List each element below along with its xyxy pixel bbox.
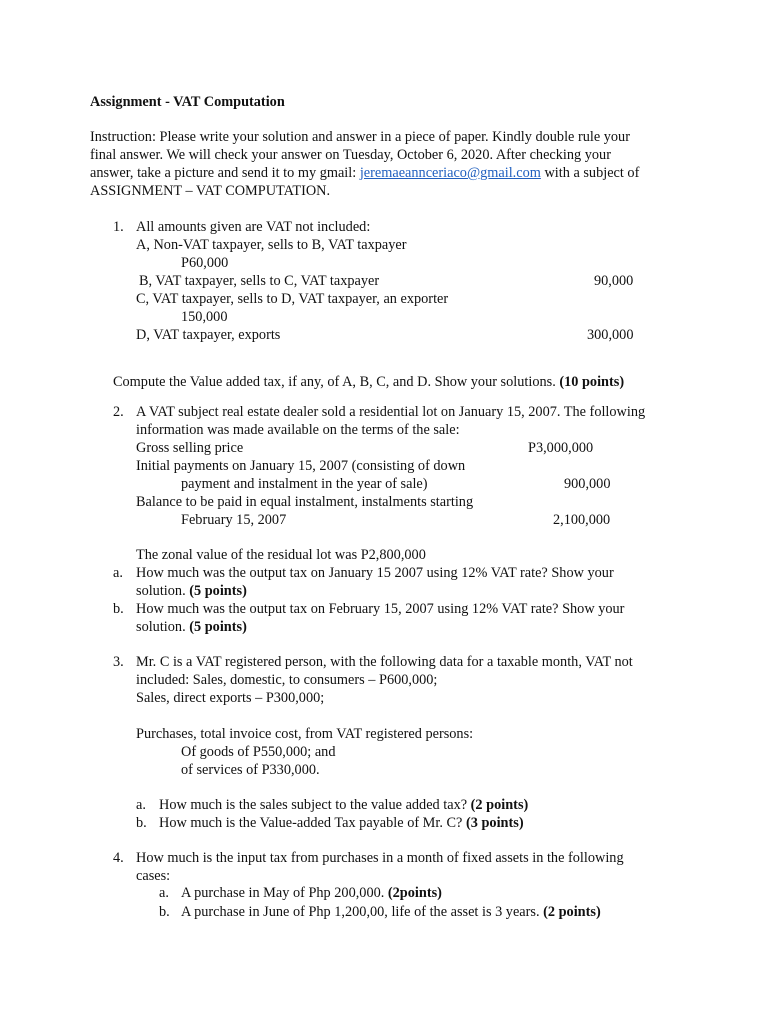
q4-a-text: A purchase in May of Php 200,000. [181,885,388,901]
email-link[interactable]: jeremaeannceriaco@gmail.com [359,165,541,181]
q2-b-line-1: How much was the output tax on February 15, 2007 using 12% VAT rate? Show your [136,601,625,617]
q3-a-letter: a. [136,797,146,813]
q2-bal-amount: 2,100,000 [553,512,611,528]
q2-line-1: A VAT subject real estate dealer sold a residential lot on January 15, 2007. The following [136,404,646,420]
instruction-line-4: ASSIGNMENT – VAT COMPUTATION. [90,183,331,199]
q3-line-1: Mr. C is a VAT registered person, with the following data for a taxable month, VAT not [136,654,633,670]
q1-d-amount: 300,000 [587,327,634,343]
q2-bal-label-1: Balance to be paid in equal instalment, instalments starting [136,494,474,510]
q3-a [159,796,528,814]
q2-ip-label-2: payment and instalment in the year of sale) [181,476,428,492]
q4-a-letter: a. [159,885,169,901]
q3-b-text: How much is the Value-added Tax payable of Mr. C? [159,815,466,831]
q2-gsp-label: Gross selling price [136,440,244,456]
q3-a-points: (2 points) [470,797,529,813]
q4-line-2: cases: [136,868,171,884]
q3-a-text: How much is the sales subject to the value added tax? [159,797,471,813]
q1-c-line: C, VAT taxpayer, sells to D, VAT taxpayer, an exporter [136,291,449,307]
q2-b-line-2-text: solution. [136,619,190,635]
q4-b-text: A purchase in June of Php 1,200,00, life of the asset is 3 years. [181,904,544,920]
q1-points: (10 points) [559,374,625,390]
q1-b-line: B, VAT taxpayer, sells to C, VAT taxpayer [139,273,380,289]
q2-ip-label-1: Initial payments on January 15, 2007 (consisting of down [136,458,466,474]
instruction-line-3-post: with a subject of [540,165,640,181]
q3-line-2: included: Sales, domestic, to consumers – P600,000; [136,672,438,688]
q3-b-points: (3 points) [465,815,524,831]
q2-b-points: (5 points) [189,619,247,635]
q1-intro: All amounts given are VAT not included: [136,219,371,235]
q2-a-points: (5 points) [189,583,247,599]
q1-compute [113,373,624,391]
q3-number: 3. [113,654,124,670]
q4-number: 4. [113,850,124,866]
page-title: Assignment - VAT Computation [90,94,285,110]
q2-ip-amount: 900,000 [564,476,611,492]
q1-b-amount: 90,000 [594,273,634,289]
instruction-line-1: Instruction: Please write your solution and answer in a piece of paper. Kindly double rule your [90,129,630,145]
q4-b-points: (2 points) [543,904,601,920]
instruction-line-3-pre: answer, take a picture and send it to my gmail: [90,165,360,181]
q1-a-amount: P60,000 [181,255,229,271]
q3-line-5: Of goods of P550,000; and [181,744,336,760]
q1-c-amount: 150,000 [181,309,228,325]
q4-a-points: (2points) [387,885,442,901]
q2-a-line-1: How much was the output tax on January 15 2007 using 12% VAT rate? Show your [136,565,614,581]
instruction-line-2: final answer. We will check your answer on Tuesday, October 6, 2020. After checking your [90,147,611,163]
q2-a-line-2-text: solution. [136,583,190,599]
q1-compute-text: Compute the Value added tax, if any, of A, B, C, and D. Show your solutions. [113,374,560,390]
q2-b-letter: b. [113,601,124,617]
q2-zonal: The zonal value of the residual lot was P2,800,000 [136,547,426,563]
q3-line-3: Sales, direct exports – P300,000; [136,690,325,706]
q2-number: 2. [113,404,124,420]
q4-b-letter: b. [159,904,170,920]
q3-line-4: Purchases, total invoice cost, from VAT registered persons: [136,726,474,742]
q3-b [159,814,524,832]
q2-a-letter: a. [113,565,123,581]
q4-b [181,903,601,921]
q2-gsp-amount: P3,000,000 [528,440,594,456]
q1-number: 1. [113,219,124,235]
q2-b-line-2 [136,618,247,636]
q4-line-1: How much is the input tax from purchases in a month of fixed assets in the following [136,850,624,866]
q3-line-6: of services of P330,000. [181,762,320,778]
q2-bal-label-2: February 15, 2007 [181,512,287,528]
q1-a-line: A, Non-VAT taxpayer, sells to B, VAT taxpayer [136,237,407,253]
q3-b-letter: b. [136,815,147,831]
instruction-line-3 [90,164,639,182]
q2-a-line-2 [136,582,247,600]
q4-a [181,884,442,902]
q2-line-2: information was made available on the terms of the sale: [136,422,460,438]
q1-d-line: D, VAT taxpayer, exports [136,327,281,343]
